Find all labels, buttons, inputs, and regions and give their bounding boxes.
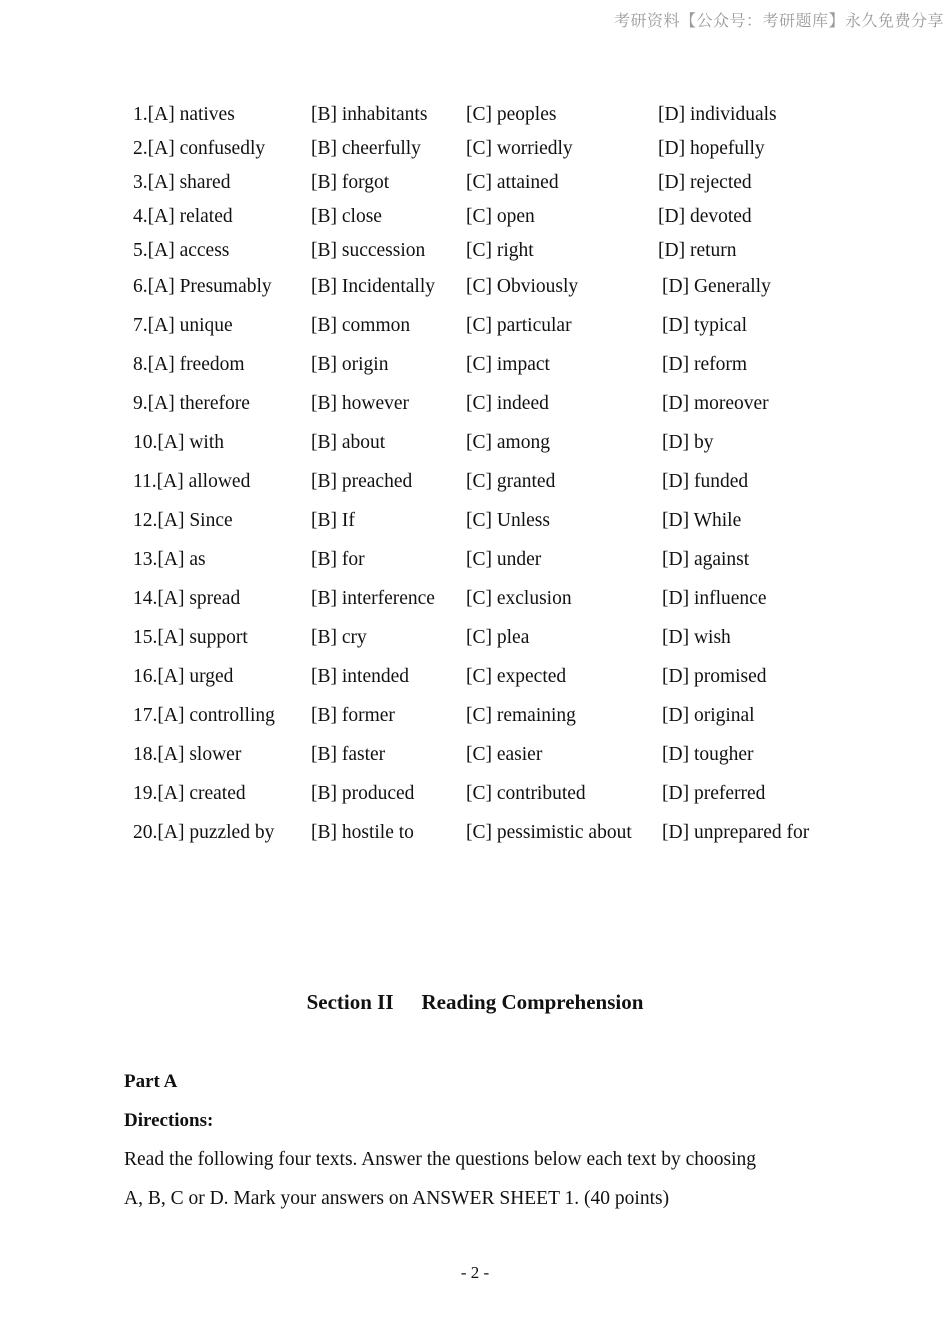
option-a: 14.[A] spread (133, 588, 241, 609)
option-d: [D] tougher (662, 744, 754, 765)
option-d: [D] moreover (662, 393, 769, 414)
option-a: 10.[A] with (133, 432, 224, 453)
question-row (0, 666, 950, 696)
option-c: [C] impact (466, 354, 550, 375)
question-row (0, 549, 950, 579)
option-d: [D] wish (662, 627, 731, 648)
option-d: [D] rejected (658, 172, 752, 193)
option-c: [C] Unless (466, 510, 550, 531)
option-b: [B] produced (311, 783, 415, 804)
option-c: [C] Obviously (466, 276, 579, 297)
option-a: 16.[A] urged (133, 666, 234, 687)
option-b: [B] close (311, 206, 382, 227)
question-row (0, 627, 950, 657)
option-d: [D] devoted (658, 206, 752, 227)
option-c: [C] pessimistic about (466, 822, 632, 843)
question-row (0, 744, 950, 774)
option-a: 2.[A] confusedly (133, 138, 266, 159)
option-b: [B] faster (311, 744, 386, 765)
question-row (0, 432, 950, 462)
option-d: [D] hopefully (658, 138, 765, 159)
question-row (0, 783, 950, 813)
option-c: [C] indeed (466, 393, 549, 414)
question-row (0, 240, 950, 270)
option-b: [B] common (311, 315, 411, 336)
directions-label: Directions: (124, 1110, 214, 1131)
section-number: Section II (306, 990, 394, 1014)
option-a: 4.[A] related (133, 206, 233, 227)
question-row (0, 588, 950, 618)
question-row (0, 705, 950, 735)
option-d: [D] preferred (662, 783, 766, 804)
option-b: [B] preached (311, 471, 413, 492)
option-b: [B] If (311, 510, 355, 531)
question-row (0, 138, 950, 168)
question-row (0, 206, 950, 236)
option-d: [D] individuals (658, 104, 777, 125)
option-c: [C] granted (466, 471, 556, 492)
option-b: [B] inhabitants (311, 104, 428, 125)
option-d: [D] influence (662, 588, 767, 609)
watermark-header: 考研资料【公众号：考研题库】永久免费分享 (613, 11, 944, 30)
option-d: [D] reform (662, 354, 747, 375)
option-d: [D] funded (662, 471, 749, 492)
section-heading (0, 990, 950, 1015)
directions-text-line-1: Read the following four texts. Answer the questions below each text by choosing (124, 1149, 756, 1170)
option-c: [C] expected (466, 666, 567, 687)
directions-text-line-2: A, B, C or D. Mark your answers on ANSWER SHEET 1. (40 points) (124, 1188, 670, 1209)
option-d: [D] typical (662, 315, 748, 336)
option-c: [C] contributed (466, 783, 586, 804)
option-b: [B] however (311, 393, 410, 414)
option-b: [B] cheerfully (311, 138, 421, 159)
option-c: [C] among (466, 432, 550, 453)
option-a: 11.[A] allowed (133, 471, 251, 492)
option-d: [D] unprepared for (662, 822, 810, 843)
question-row (0, 315, 950, 345)
question-row (0, 276, 950, 306)
option-a: 20.[A] puzzled by (133, 822, 275, 843)
option-d: [D] by (662, 432, 714, 453)
question-row (0, 822, 950, 852)
option-b: [B] for (311, 549, 365, 570)
option-a: 7.[A] unique (133, 315, 233, 336)
option-c: [C] worriedly (466, 138, 573, 159)
option-a: 5.[A] access (133, 240, 230, 261)
question-row (0, 172, 950, 202)
option-a: 19.[A] created (133, 783, 246, 804)
option-a: 9.[A] therefore (133, 393, 250, 414)
option-d: [D] promised (662, 666, 767, 687)
option-b: [B] forgot (311, 172, 390, 193)
option-a: 18.[A] slower (133, 744, 242, 765)
option-b: [B] origin (311, 354, 389, 375)
option-d: [D] Generally (662, 276, 771, 297)
option-a: 8.[A] freedom (133, 354, 245, 375)
option-a: 6.[A] Presumably (133, 276, 272, 297)
option-a: 1.[A] natives (133, 104, 235, 125)
question-row (0, 510, 950, 540)
option-d: [D] against (662, 549, 750, 570)
option-b: [B] cry (311, 627, 367, 648)
section-name: Reading Comprehension (421, 990, 644, 1014)
option-a: 15.[A] support (133, 627, 248, 648)
option-c: [C] easier (466, 744, 543, 765)
option-c: [C] under (466, 549, 542, 570)
option-b: [B] about (311, 432, 386, 453)
option-c: [C] open (466, 206, 535, 227)
option-b: [B] interference (311, 588, 435, 609)
option-b: [B] hostile to (311, 822, 414, 843)
option-a: 17.[A] controlling (133, 705, 275, 726)
option-b: [B] Incidentally (311, 276, 435, 297)
option-d: [D] original (662, 705, 755, 726)
option-c: [C] plea (466, 627, 530, 648)
option-c: [C] right (466, 240, 534, 261)
page-number: - 2 - (460, 1263, 490, 1282)
option-b: [B] former (311, 705, 395, 726)
option-a: 13.[A] as (133, 549, 206, 570)
option-c: [C] peoples (466, 104, 557, 125)
question-row (0, 393, 950, 423)
question-row (0, 471, 950, 501)
option-d: [D] return (658, 240, 737, 261)
option-c: [C] exclusion (466, 588, 572, 609)
option-b: [B] succession (311, 240, 426, 261)
option-d: [D] While (662, 510, 742, 531)
option-b: [B] intended (311, 666, 410, 687)
option-c: [C] attained (466, 172, 559, 193)
part-label: Part A (124, 1071, 178, 1092)
question-row (0, 354, 950, 384)
option-c: [C] remaining (466, 705, 576, 726)
option-a: 3.[A] shared (133, 172, 231, 193)
question-row (0, 104, 950, 134)
option-c: [C] particular (466, 315, 572, 336)
option-a: 12.[A] Since (133, 510, 233, 531)
